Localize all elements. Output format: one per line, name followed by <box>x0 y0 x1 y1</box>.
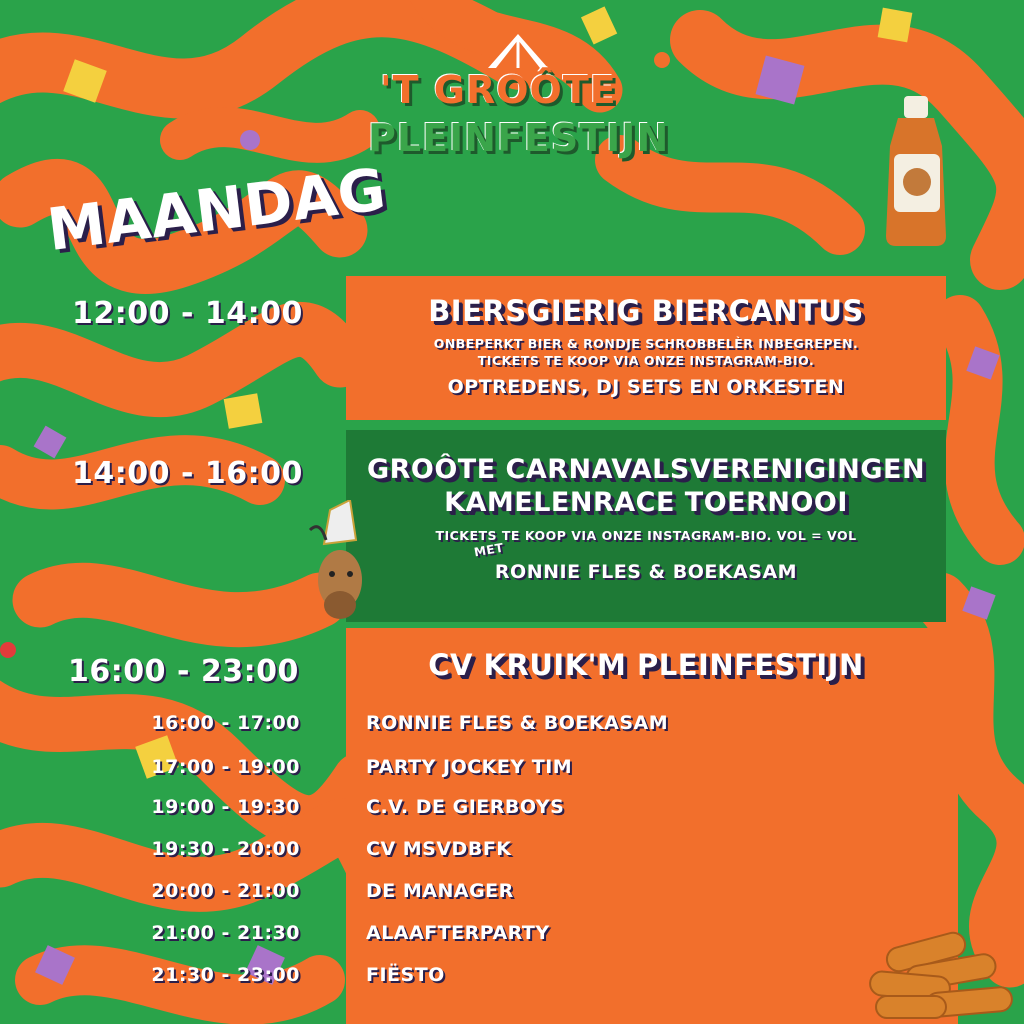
event-line-1a: ONBEPERKT BIER & RONDJE SCHROBBELÈR INBEGREPEN. <box>433 336 859 351</box>
day-title: MAANDAG <box>43 155 390 264</box>
block-time-1: 12:00 - 14:00 <box>72 296 303 331</box>
tent-icon <box>488 34 548 68</box>
event-title-3: CV KRUIK'M PLEINFESTIJN <box>428 648 864 682</box>
schedule-time: 17:00 - 19:00 <box>151 756 300 778</box>
schedule-act: CV MSVDBFK <box>366 838 512 860</box>
schedule-time: 21:30 - 23:00 <box>151 964 300 986</box>
event-line-2a: TICKETS TE KOOP VIA ONZE INSTAGRAM-BIO. VOL = VOL <box>435 528 857 543</box>
event-line-2b: RONNIE FLES & BOEKASAM <box>494 561 798 583</box>
event-line-1b: TICKETS TE KOOP VIA ONZE INSTAGRAM-BIO. <box>477 353 815 368</box>
event-title-2b: KAMELENRACE TOERNOOI <box>444 487 848 518</box>
block-time-2: 14:00 - 16:00 <box>72 456 303 491</box>
schedule-act: RONNIE FLES & BOEKASAM <box>366 712 669 734</box>
event-panel-2 <box>346 430 946 622</box>
event-line-1c: OPTREDENS, DJ SETS EN ORKESTEN <box>447 376 845 398</box>
schedule-act: ALAAFTERPARTY <box>366 922 550 944</box>
festival-logo <box>360 28 670 168</box>
schedule-time: 16:00 - 17:00 <box>151 712 300 734</box>
schedule-act: DE MANAGER <box>366 880 514 902</box>
logo-line-2: PLEINFESTIJN <box>368 116 670 160</box>
schedule-act: FIËSTO <box>366 964 445 986</box>
logo-line-1: 'T GROÔTE <box>380 68 617 112</box>
camel-icon <box>300 500 380 630</box>
schedule-time: 19:30 - 20:00 <box>151 838 300 860</box>
event-panel-1 <box>346 276 946 420</box>
schedule-time: 21:00 - 21:30 <box>151 922 300 944</box>
schedule-time: 19:00 - 19:30 <box>151 796 300 818</box>
schedule-act: C.V. DE GIERBOYS <box>366 796 565 818</box>
bottle-icon <box>876 96 956 246</box>
event-title-2a: GROÔTE CARNAVALSVERENIGINGEN <box>366 454 926 485</box>
schedule-time: 20:00 - 21:00 <box>151 880 300 902</box>
event-met-label: MET <box>473 540 505 560</box>
block-time-3: 16:00 - 23:00 <box>68 654 299 689</box>
schedule-act: PARTY JOCKEY TIM <box>366 756 573 778</box>
sausage-rolls-icon <box>866 930 1016 1022</box>
event-title-1: BIERSGIERIG BIERCANTUS <box>428 294 864 328</box>
